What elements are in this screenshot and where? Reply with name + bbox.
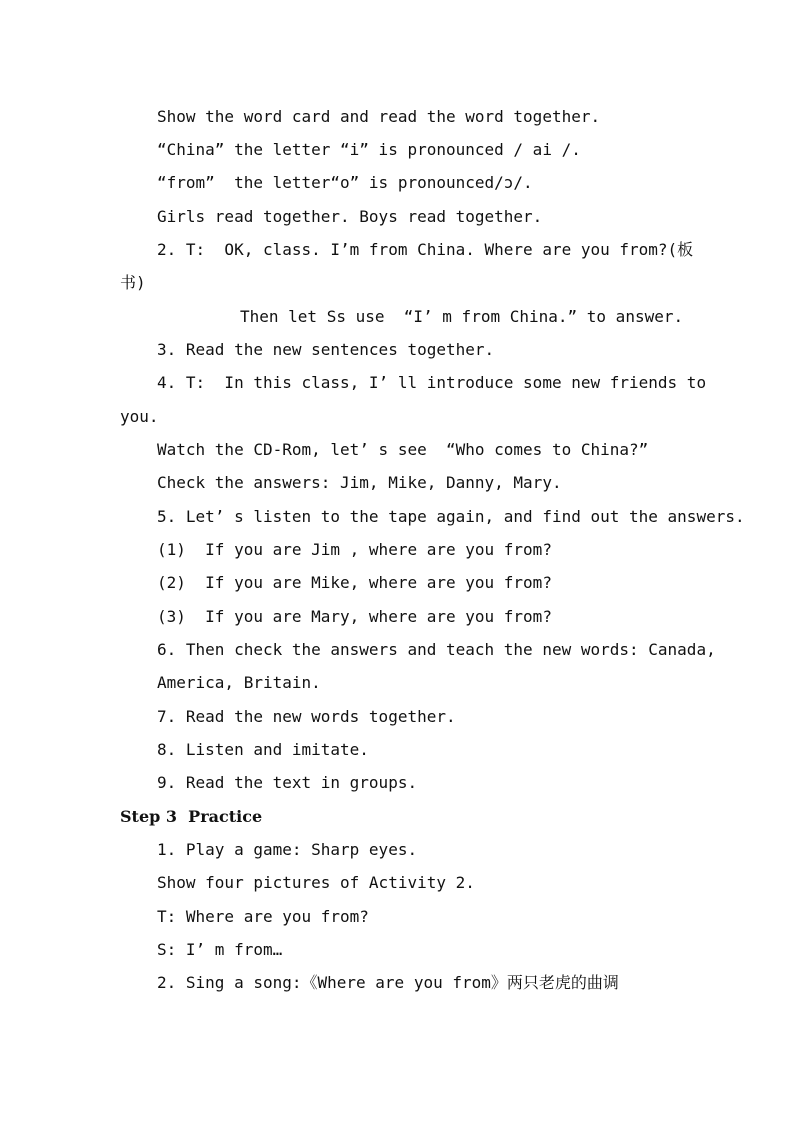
text-line-question-2: (2) If you are Mike, where are you from?: [157, 573, 552, 592]
text-line-step-2: 2. T: OK, class. I’m from China. Where are you from?(板: [157, 240, 694, 259]
text-line-step-6-wrap: America, Britain.: [157, 673, 321, 692]
text-line-sing-song: 2. Sing a song:《Where are you from》两只老虎的曲调: [157, 973, 619, 992]
text-line-watch-cd-rom: Watch the CD-Rom, let’ s see “Who comes to China?”: [157, 440, 649, 459]
text-line-step-9: 9. Read the text in groups.: [157, 773, 418, 792]
text-line-play-game: 1. Play a game: Sharp eyes.: [157, 840, 418, 859]
text-line-step-3: 3. Read the new sentences together.: [157, 340, 495, 359]
text-line-step-5: 5. Let’ s listen to the tape again, and find out the answers.: [157, 507, 745, 526]
text-line-question-3: (3) If you are Mary, where are you from?: [157, 607, 552, 626]
text-line-step-7: 7. Read the new words together.: [157, 707, 456, 726]
text-line-teacher-question: T: Where are you from?: [157, 907, 369, 926]
text-line-then-let-ss: Then let Ss use “I’ m from China.” to answer.: [240, 307, 684, 326]
text-line-student-answer: S: I’ m from…: [157, 940, 283, 959]
text-line-step-8: 8. Listen and imitate.: [157, 740, 369, 759]
text-line-from-pronunciation: “from” the letter“o” is pronounced/ɔ/.: [157, 173, 533, 192]
text-line-step-2-wrap: 书): [120, 273, 146, 292]
text-line-step-6: 6. Then check the answers and teach the new words: Canada,: [157, 640, 716, 659]
text-line-step-4-wrap: you.: [120, 407, 159, 426]
text-line-check-answers: Check the answers: Jim, Mike, Danny, Mary.: [157, 473, 562, 492]
text-line-question-1: (1) If you are Jim , where are you from?: [157, 540, 552, 559]
text-line-show-word-card: Show the word card and read the word together.: [157, 107, 601, 126]
text-line-china-pronunciation: “China” the letter “i” is pronounced / ai /.: [157, 140, 581, 159]
text-line-girls-boys: Girls read together. Boys read together.: [157, 207, 543, 226]
text-line-step-4: 4. T: In this class, I’ ll introduce some new friends to: [157, 373, 707, 392]
section-heading-practice: Step 3 Practice: [120, 807, 263, 826]
text-line-show-pictures: Show four pictures of Activity 2.: [157, 873, 475, 892]
